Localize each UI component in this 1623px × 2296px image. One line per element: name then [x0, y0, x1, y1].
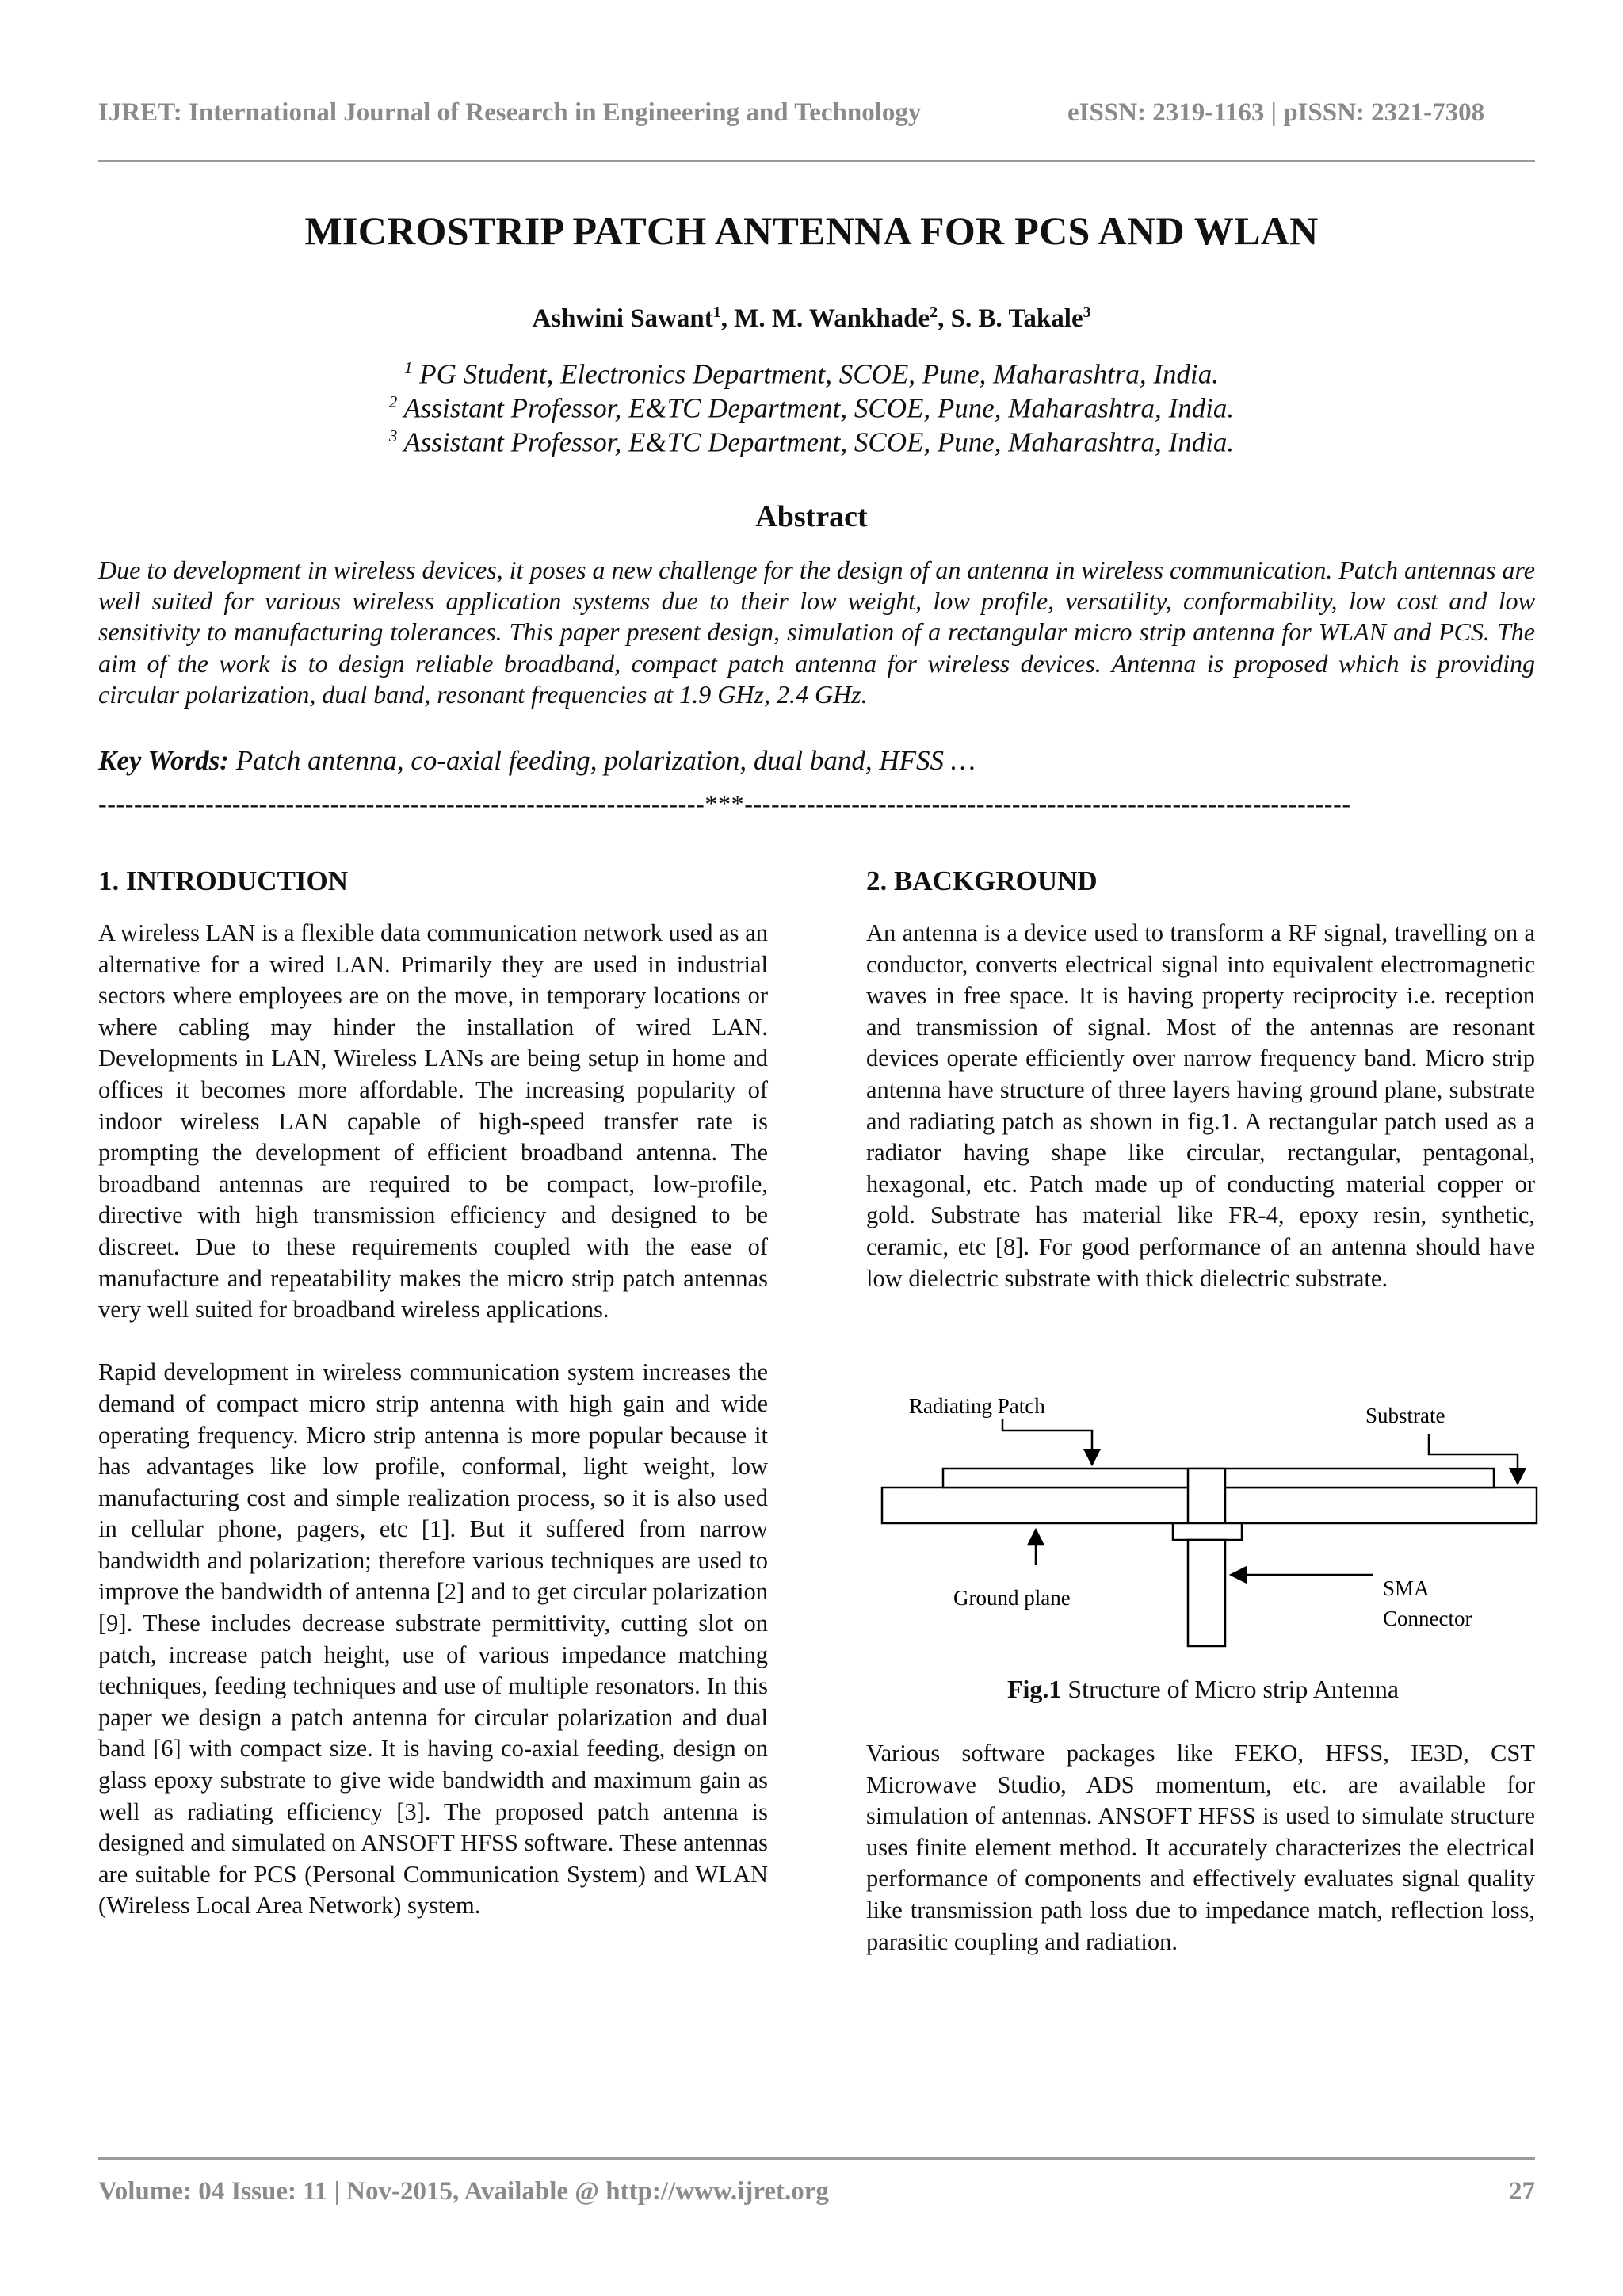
figure-caption	[866, 1675, 1540, 1704]
affiliation-text: Assistant Professor, E&TC Department, SCOE, Pune, Maharashtra, India.	[397, 392, 1235, 424]
issn-header: eISSN: 2319-1163 | pISSN: 2321-7308	[1067, 98, 1485, 127]
author-name: , S. B. Takale	[938, 304, 1083, 333]
keywords	[98, 745, 1535, 777]
header-rule	[98, 160, 1535, 162]
affiliation-sup: 1	[404, 358, 413, 377]
footer-rule	[98, 2157, 1535, 2160]
affiliation-sup: 3	[388, 426, 398, 445]
keywords-label: Key Words:	[98, 745, 229, 776]
footer-volume: Volume: 04 Issue: 11 | Nov-2015, Available @ http://www.ijret.org	[98, 2177, 829, 2206]
label-radiating-patch: Radiating Patch	[909, 1394, 1045, 1418]
affiliation-text: Assistant Professor, E&TC Department, SCOE, Pune, Maharashtra, India.	[397, 426, 1235, 458]
background-paragraph-1: An antenna is a device used to transform a RF signal, travelling on a conductor, converts electrical signal into equivalent electromagnetic waves in free space. It is having property reciprocity i.e. reception and transmission of signal. Most of the antennas are resonant devices operate efficiently over narrow frequency band. Micro strip antenna have structure of three layers having ground plane, substrate and radiating patch as shown in fig.1. A rectangular patch used as a radiator having shape like circular, rectangular, pentagonal, hexagonal, etc. Patch made up of conducting material copper or gold. Substrate has material like FR-4, epoxy resin, synthetic, ceramic, etc [8]. For good performance of an antenna should have low dielectric substrate with thick dielectric substrate.	[866, 919, 1535, 1292]
sma-connector-body	[1188, 1540, 1225, 1646]
page-number: 27	[1509, 2177, 1535, 2206]
paper-title: MICROSTRIP PATCH ANTENNA FOR PCS AND WLAN	[304, 208, 1319, 253]
author-sup: 3	[1083, 304, 1091, 321]
background-paragraph-2: Various software packages like FEKO, HFSS, IE3D, CST Microwave Studio, ADS momentum, etc. are available for simulation of antennas. ANSOFT HFSS is used to simulate structure uses finite element method. It accurately characterizes the electrical performance of components and effectively evaluates signal quality like transmission path loss due to impedance match, reflection loss, parasitic coupling and radiation.	[866, 1740, 1535, 1955]
abstract-text: Due to development in wireless devices, it poses a new challenge for the design of an antenna in wireless communication. Patch antennas are well suited for various wireless application systems due to their low weight, low profile, versatility, conformability, low cost and low sensitivity to manufacturing tolerances. This paper present design, simulation of a rectangular micro strip antenna for WLAN and PCS. The aim of the work is to design reliable broadband, compact patch antenna for wireless devices. Antenna is proposed which is providing circular polarization, dual band, resonant frequencies at 1.9 GHz, 2.4 GHz.	[98, 556, 1535, 709]
intro-heading: 1. INTRODUCTION	[98, 865, 349, 896]
affiliation-2	[0, 392, 1623, 425]
abstract-heading: Abstract	[755, 500, 868, 533]
probe-pin	[1188, 1469, 1225, 1523]
background-column-continued	[866, 1738, 1535, 1958]
sma-flange	[1173, 1523, 1242, 1540]
figure-caption-text: Structure of Micro strip Antenna	[1061, 1675, 1400, 1703]
author-name: , M. M. Wankhade	[720, 304, 930, 333]
author-name: Ashwini Sawant	[532, 304, 713, 333]
figure-caption-label: Fig.1	[1006, 1675, 1062, 1703]
intro-column	[98, 918, 768, 1922]
label-substrate: Substrate	[1365, 1404, 1445, 1427]
section-separator: --------------------------------------------------------------------***--------------------------------------------------------------------	[98, 789, 1351, 818]
author-list	[0, 304, 1623, 334]
intro-paragraph-1: A wireless LAN is a flexible data communication network used as an alternative for a wired LAN. Primarily they are used in industrial sectors where employees are on the move, in temporary locations or where cabling may hinder the installation of wired LAN. Developments in LAN, Wireless LANs are being setup in home and offices it becomes more affordable. The increasing popularity of indoor wireless LAN capable of high-speed transfer rate is prompting the development of efficient broadband antenna. The broadband antennas are required to be compact, low-profile, directive with high transmission efficiency and designed to be discreet. Due to these requirements coupled with the ease of manufacture and repeatability makes the micro strip patch antennas very well suited for broadband wireless applications.	[98, 919, 768, 1324]
affiliation-text: PG Student, Electronics Department, SCOE, Pune, Maharashtra, India.	[412, 358, 1219, 390]
label-connector: Connector	[1383, 1606, 1472, 1630]
author-sup: 2	[930, 304, 938, 321]
intro-paragraph-2: Rapid development in wireless communication system increases the demand of compact micro strip antenna with high gain and wide operating frequency. Micro strip antenna is more popular because it has advantages like low profile, conformal, light weight, low manufacturing cost and simple realization process, so it is also used in cellular phone, pagers, etc [1]. But it suffered from narrow bandwidth and polarization; therefore various techniques are used to improve the bandwidth of antenna [2] and to get circular polarization [9]. These includes decrease substrate permittivity, cutting slot on patch, increase patch height, use of various impedance matching techniques, feeding techniques and use of multiple resonators. In this paper we design a patch antenna for circular polarization and dual band [6] with compact size. It is having co-axial feeding, design on glass epoxy substrate to give wide bandwidth and maximum gain as well as radiating efficiency [3]. The proposed patch antenna is designed and simulated on ANSOFT HFSS software. These antennas are suitable for PCS (Personal Communication System) and WLAN (Wireless Local Area Network) system.	[98, 1358, 768, 1920]
affiliation-1	[0, 358, 1623, 391]
keywords-text: Patch antenna, co-axial feeding, polarization, dual band, HFSS …	[228, 745, 976, 776]
background-heading: 2. BACKGROUND	[866, 865, 1098, 896]
author-sup: 1	[712, 304, 721, 321]
affiliation-sup: 2	[388, 392, 398, 411]
antenna-structure-figure	[866, 1383, 1540, 1664]
label-sma: SMA	[1383, 1576, 1430, 1600]
affiliation-3	[0, 426, 1623, 459]
background-column	[866, 918, 1535, 1294]
journal-header: IJRET: International Journal of Research in Engineering and Technology	[98, 98, 922, 127]
label-ground-plane: Ground plane	[953, 1586, 1071, 1610]
arrow-to-patch	[1002, 1419, 1092, 1465]
